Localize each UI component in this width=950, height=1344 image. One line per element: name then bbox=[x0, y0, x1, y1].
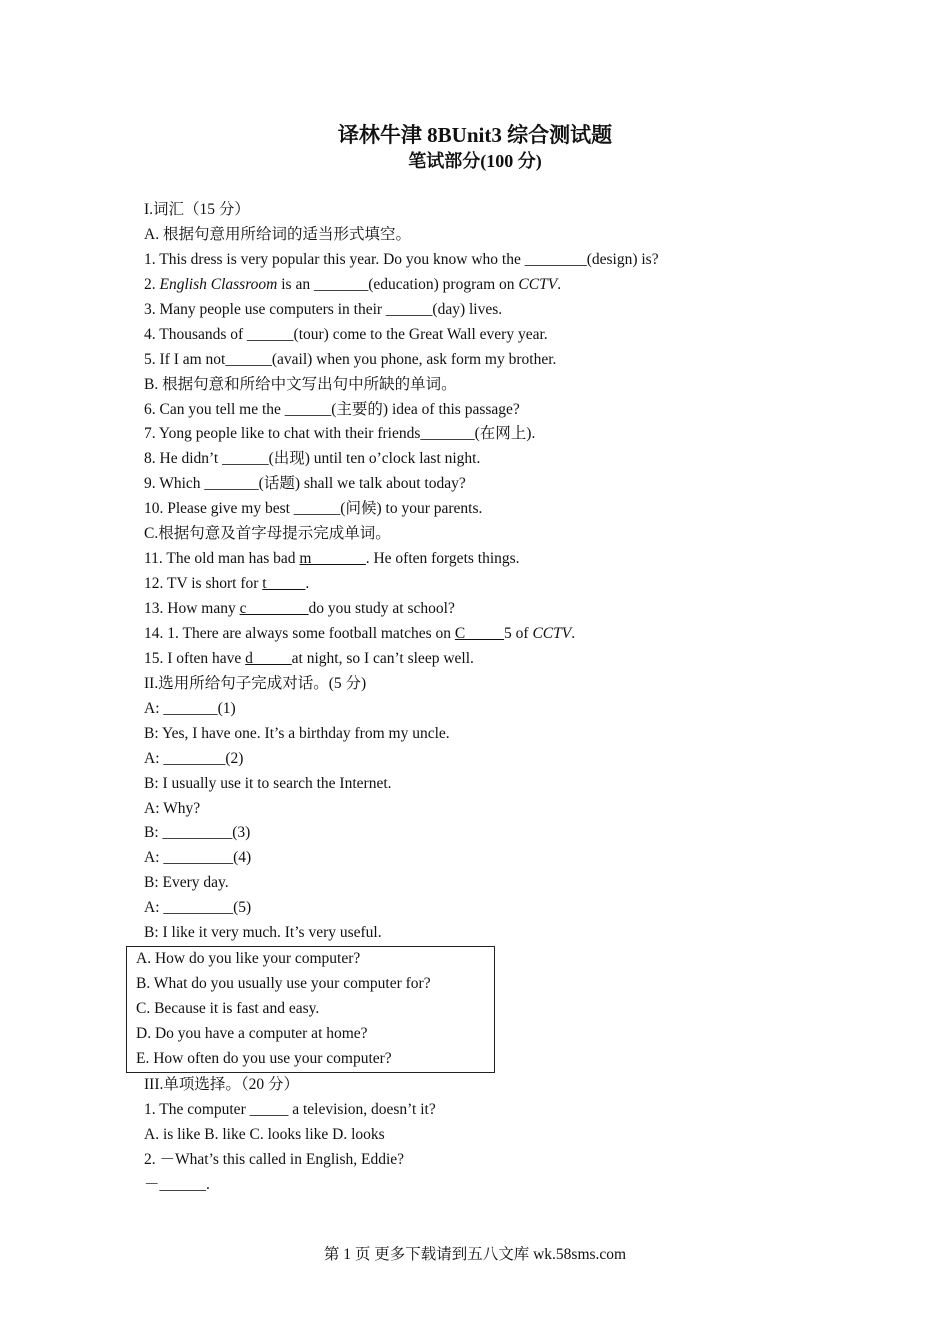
part-a-instruction: A. 根据句意用所给词的适当形式填空。 bbox=[144, 225, 411, 243]
question-15: 15. I often have d_____at night, so I can’t sleep well. bbox=[144, 649, 474, 667]
dialog-line: B: Yes, I have one. It’s a birthday from my uncle. bbox=[144, 724, 450, 742]
mc-line: 2. －What’s this called in English, Eddie? bbox=[144, 1150, 405, 1168]
option-item: A. How do you like your computer? bbox=[136, 950, 361, 968]
question-10: 10. Please give my best ______(问候) to your parents. bbox=[144, 500, 483, 518]
dialog-line: A: _________(5) bbox=[144, 899, 252, 917]
question-13: 13. How many c________do you study at school? bbox=[144, 600, 455, 617]
dialog-line: A: Why? bbox=[144, 799, 201, 817]
question-6: 6. Can you tell me the ______(主要的) idea of this passage? bbox=[144, 400, 520, 418]
page-subtitle: 笔试部分(100 分) bbox=[408, 151, 542, 171]
question-11: 11. The old man has bad m_______. He often forgets things. bbox=[144, 550, 520, 568]
mc-line: －______. bbox=[144, 1175, 210, 1193]
question-8: 8. He didn’t ______(出现) until ten o’clock last night. bbox=[144, 450, 481, 468]
question-14: 14. 1. There are always some football matches on C_____5 of CCTV. bbox=[144, 624, 576, 642]
question-2: 2. English Classroom is an _______(education) program on CCTV. bbox=[144, 275, 562, 293]
dialog-line: B: _________(3) bbox=[144, 824, 251, 842]
question-3: 3. Many people use computers in their ______(day) lives. bbox=[144, 300, 503, 318]
dialog-line: A: _________(4) bbox=[144, 849, 252, 867]
option-item: C. Because it is fast and easy. bbox=[136, 1000, 320, 1017]
question-5: 5. If I am not______(avail) when you phone, ask form my brother. bbox=[144, 350, 557, 368]
page-footer: 第 1 页 更多下载请到五八文库 wk.58sms.com bbox=[323, 1246, 627, 1263]
options-box bbox=[126, 946, 495, 1073]
page-title: 译林牛津 8BUnit3 综合测试题 bbox=[337, 123, 613, 147]
section-2-heading: II.选用所给句子完成对话。(5 分) bbox=[144, 674, 367, 692]
section-3-heading: III.单项选择。（20 分） bbox=[144, 1075, 299, 1093]
question-4: 4. Thousands of ______(tour) come to the Great Wall every year. bbox=[144, 325, 548, 343]
option-item: E. How often do you use your computer? bbox=[136, 1049, 392, 1067]
mc-line: A. is like B. like C. looks like D. looks bbox=[144, 1125, 385, 1143]
option-item: D. Do you have a computer at home? bbox=[136, 1024, 368, 1042]
dialog-line: A: ________(2) bbox=[144, 749, 244, 767]
option-item: B. What do you usually use your computer for? bbox=[136, 975, 431, 993]
dialog-line: B: I usually use it to search the Internet. bbox=[144, 774, 392, 792]
worksheet-body bbox=[136, 198, 834, 1198]
question-7: 7. Yong people like to chat with their friends_______(在网上). bbox=[144, 425, 536, 443]
section-1-heading: I.词汇（15 分） bbox=[144, 201, 250, 218]
question-1: 1. This dress is very popular this year. Do you know who the ________(design) is? bbox=[144, 250, 659, 268]
question-9: 9. Which _______(话题) shall we talk about today? bbox=[144, 475, 466, 493]
question-12: 12. TV is short for t_____. bbox=[144, 575, 310, 593]
dialog-line: B: I like it very much. It’s very useful. bbox=[144, 924, 382, 942]
part-c-instruction: C.根据句意及首字母提示完成单词。 bbox=[144, 525, 391, 543]
part-b-instruction: B. 根据句意和所给中文写出句中所缺的单词。 bbox=[144, 375, 457, 393]
mc-line: 1. The computer _____ a television, doesn’t it? bbox=[144, 1100, 436, 1118]
dialog-line: A: _______(1) bbox=[144, 699, 236, 717]
dialog-line: B: Every day. bbox=[144, 874, 229, 892]
